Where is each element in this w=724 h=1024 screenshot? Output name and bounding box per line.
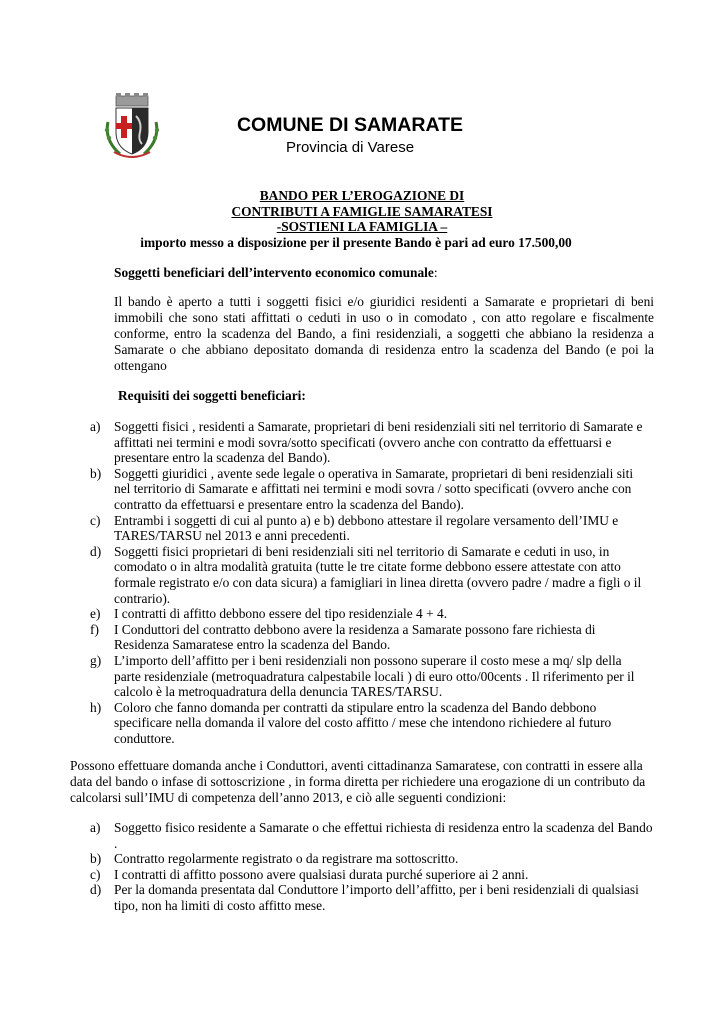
soggetti-heading: Soggetti beneficiari dell’intervento economico comunale:: [114, 265, 438, 280]
requisiti-heading: Requisiti dei soggetti beneficiari:: [118, 388, 306, 403]
list-item: h) Coloro che fanno domanda per contratti da stipulare entro la scadenza del Bando debbono specificare nella domanda il valore del costo affitto / mese che intendono richiedere al futuro conduttore.: [90, 699, 612, 746]
bando-title-line2: CONTRIBUTI A FAMIGLIE SAMARATESI: [231, 203, 493, 219]
page-title: COMUNE DI SAMARATE: [236, 114, 464, 136]
list-item: e) I contratti di affitto debbono essere del tipo residenziale 4 + 4.: [90, 606, 448, 622]
conduttori-list: [90, 820, 656, 914]
list-item: a) Soggetto fisico residente a Samarate o che effettui richiesta di residenza entro la scadenza del Bando .: [90, 820, 653, 851]
list-item: a) Soggetti fisici , residenti a Samarate, proprietari di beni residenziali siti nel territorio di Samarate e affittati nei termini e modi sovra/sotto specificati (ovvero anche con contratto da effettuarsi e presentare entro la scadenza del Bando).: [90, 419, 643, 466]
list-item: b) Contratto regolarmente registrato o da registrare ma sottoscritto.: [90, 851, 459, 867]
bando-heading: [0, 188, 724, 250]
bando-title-line1: BANDO PER L’EROGAZIONE DI: [259, 188, 465, 203]
list-item: c) Entrambi i soggetti di cui al punto a) e b) debbono attestare il regolare versamento dell’IMU e TARES/TARSU nel 2013 e anni precedenti.: [90, 512, 619, 544]
soggetti-paragraph: Il bando è aperto a tutti i soggetti fisici e/o giuridici residenti a Samarate e proprietari di beni immobili che sono stati affittati o ceduti in uso o in comodato , con atto regolare e fiscalmente conforme, entro la scadenza del Bando, a fini residenziali, a soggetti che abbiano la residenza a Samarate o che abbiano depositato domanda di residenza entro la scadenza del Bando (e poi la ottengano: [114, 294, 654, 373]
list-item: b) Soggetti giuridici , avente sede legale o operativa in Samarate, proprietari di beni residenziali siti nel territorio di Samarate e affittati nei termini e modi sovra / sotto specificati (ovvero anche con contratto da effettuarsi e presentare entro la scadenza del Bando).: [90, 465, 634, 512]
list-item: d) Per la domanda presentata dal Conduttore l’importo dell’affitto, per i beni residenziali di qualsiasi tipo, non ha limiti di costo affitto mese.: [90, 882, 639, 913]
list-item: d) Soggetti fisici proprietari di beni residenziali siti nel territorio di Samarate e ceduti in uso, in comodato o in altra modalità gratuita (tutte le tre citate forme debbono essere attestate con atto formale registrato e/o con data sicura) a famigliari in linea diretta (ovvero padre / madre a figli o il contrario).: [90, 543, 642, 606]
page-subtitle: Provincia di Varese: [285, 139, 415, 156]
bando-importo: importo messo a disposizione per il presente Bando è pari ad euro 17.500,00: [140, 234, 572, 250]
bando-title-line3: -SOSTIENI LA FAMIGLIA –: [276, 219, 448, 234]
requisiti-list: [90, 419, 650, 746]
conduttori-paragraph: Possono effettuare domanda anche i Conduttori, aventi cittadinanza Samaratese, con contratti in essere alla data del bando o infase di sottoscrizione , in forma diretta per richiedere una erogazione di un contributo da calcolarsi sull’IMU di competenza dell’anno 2013, e ciò alle seguenti condizioni:: [70, 758, 646, 805]
list-item: g) L’importo dell’affitto per i beni residenziali non possono superare il costo mese a mq/ slp della parte residenziale (metroquadratura calpestabile locali ) di euro otto/00cents . Il riferimento per il calcolo è la metroquadratura della denuncia TARES/TARSU.: [90, 652, 635, 700]
list-item: f) I Conduttori del contratto debbono avere la residenza a Samarate possono fare richiesta di Residenza Samaratese entro la scadenza del Bando.: [90, 621, 596, 653]
list-item: c) I contratti di affitto possono avere qualsiasi durata purché superiore ai 2 anni.: [90, 866, 529, 882]
